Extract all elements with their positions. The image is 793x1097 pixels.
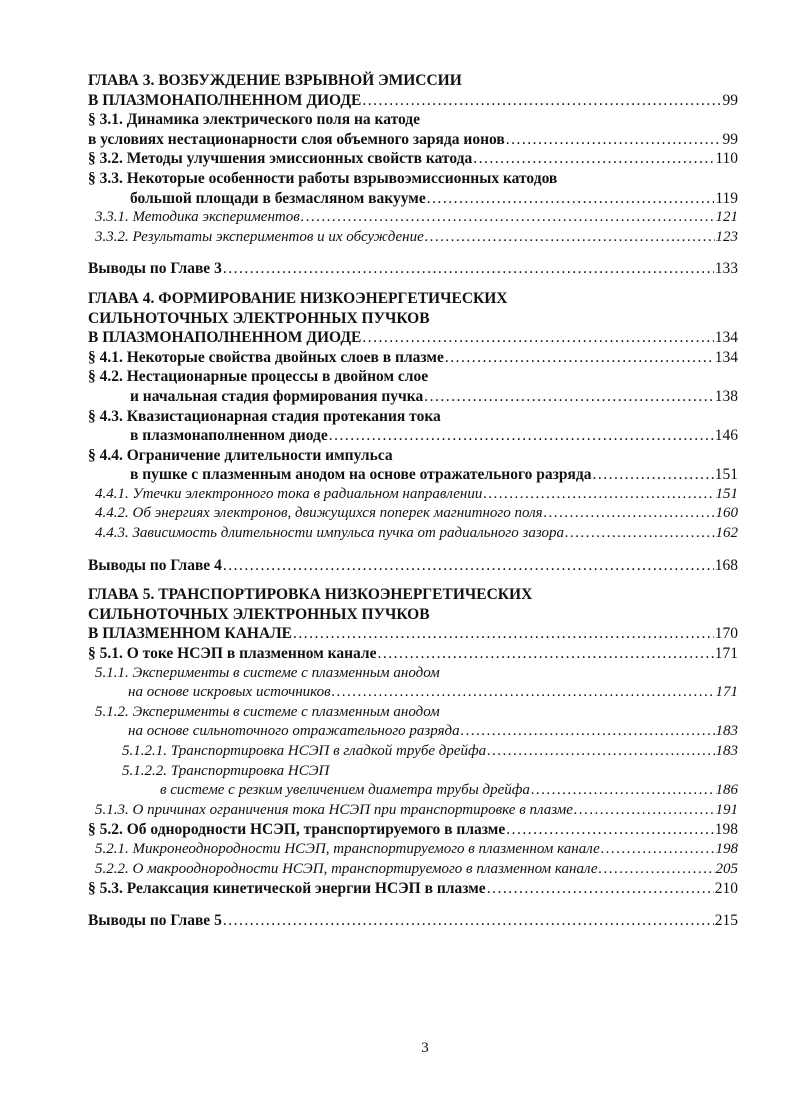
dot-leader [378, 645, 714, 663]
toc-entry-sub [88, 802, 738, 822]
toc-entry-title: СИЛЬНОТОЧНЫХ ЭЛЕКТРОННЫХ ПУЧКОВ [88, 605, 430, 623]
toc-page-number: 198 [715, 840, 738, 857]
toc-entry-sec [88, 349, 738, 369]
toc-page-number: 151 [714, 466, 738, 484]
toc-entry-sec [88, 150, 738, 170]
toc-entry-title: 4.4.1. Утечки электронного тока в радиальном направлении [95, 485, 483, 502]
toc-page-number: 138 [714, 387, 738, 405]
toc-line [88, 802, 738, 822]
toc-entry-sub [88, 665, 738, 704]
toc-entry-sub [88, 486, 738, 506]
dot-leader [473, 150, 714, 168]
toc-page-number: 183 [715, 743, 738, 759]
toc-page-number: 162 [715, 525, 738, 542]
dot-leader [506, 131, 722, 149]
toc-entry-title: на основе сильноточного отражательного разряда [128, 723, 460, 740]
toc-entry-title: в системе с резким увеличением диаметра трубы дрейфа [160, 782, 530, 799]
toc-entry-ch [88, 290, 738, 349]
dot-leader [544, 505, 715, 522]
toc-entry-concl [88, 912, 738, 932]
toc-line [88, 190, 738, 210]
toc-line [88, 684, 738, 704]
toc-page-number: 210 [714, 880, 738, 898]
toc-entry-title: СИЛЬНОТОЧНЫХ ЭЛЕКТРОННЫХ ПУЧКОВ [88, 309, 430, 327]
toc-entry-title: Выводы по Главе 5 [88, 911, 222, 929]
toc-line [88, 665, 738, 685]
toc-entry-sub [88, 209, 738, 229]
dot-leader [293, 625, 714, 643]
dot-leader [362, 92, 721, 110]
toc-entry-title: 4.4.2. Об энергиях электронов, движущихся поперек магнитного поля [95, 505, 543, 522]
dot-leader [424, 388, 714, 406]
toc-entry-ch [88, 72, 738, 111]
toc-line [88, 131, 738, 151]
toc-page-number: 134 [714, 348, 738, 366]
toc-line [88, 841, 738, 861]
dot-leader [565, 525, 714, 542]
toc-entry-title: § 4.1. Некоторые свойства двойных слоев в плазме [88, 348, 444, 366]
toc-entry-sub [88, 505, 738, 525]
toc-entry-sec [88, 821, 738, 841]
toc-line [88, 349, 738, 369]
toc-entry-title: 5.2.2. О макрооднородности НСЭП, транспортируемого в плазменном канале [95, 860, 598, 877]
toc-line [88, 763, 738, 783]
toc-page-number: 99 [722, 130, 738, 148]
toc-entry-sec [88, 111, 738, 150]
toc-line [88, 310, 738, 330]
toc-line [88, 368, 738, 388]
toc-page-number: 151 [715, 485, 738, 502]
toc-page-number: 168 [714, 556, 738, 574]
toc-page-number: 205 [715, 860, 738, 877]
toc-entry-subsub [88, 763, 738, 802]
toc-entry-title: § 3.2. Методы улучшения эмиссионных свойств катода [88, 150, 473, 168]
dot-leader [461, 723, 715, 740]
toc-entry-concl [88, 557, 738, 577]
toc-page-number: 171 [715, 684, 738, 701]
toc-entry-title: В ПЛАЗМОНАПОЛНЕННОМ ДИОДЕ [88, 329, 362, 347]
toc-line [88, 625, 738, 645]
dot-leader [599, 861, 715, 878]
toc-entry-title: § 5.1. О токе НСЭП в плазменном канале [88, 645, 377, 663]
toc-entry-title: 4.4.3. Зависимость длительности импульса пучка от радиального зазора [95, 525, 565, 542]
toc-entry-title: § 5.2. Об однородности НСЭП, транспортируемого в плазме [88, 821, 506, 839]
toc-entry-title: § 4.4. Ограничение длительности импульса [88, 446, 393, 464]
toc-page-number: 134 [714, 329, 738, 347]
dot-leader [332, 684, 715, 701]
toc-entry-title: на основе искровых источников [128, 684, 331, 701]
dot-leader [483, 486, 714, 503]
toc-line [88, 606, 738, 626]
toc-line [88, 466, 738, 486]
toc-line [88, 861, 738, 881]
dot-leader [506, 821, 714, 839]
dot-leader [223, 260, 714, 278]
toc-page-number: 160 [715, 505, 738, 522]
toc-line [88, 209, 738, 229]
toc-entry-ch [88, 586, 738, 645]
toc-line [88, 92, 738, 112]
dot-leader [329, 427, 714, 445]
dot-leader [223, 912, 714, 930]
dot-leader [531, 782, 715, 799]
toc-line [88, 111, 738, 131]
toc-entry-title: 5.2.1. Микронеоднородности НСЭП, транспортируемого в плазменном канале [95, 840, 600, 857]
toc-entry-title: 5.1.3. О причинах ограничения тока НСЭП при транспортировке в плазме [95, 801, 573, 818]
toc-entry-subsub [88, 743, 738, 763]
toc-entry-sec [88, 880, 738, 900]
dot-leader [487, 880, 714, 898]
toc-entry-title: 5.1.1. Эксперименты в системе с плазменным анодом [95, 664, 440, 681]
toc-page-number: 133 [714, 260, 738, 278]
toc-line [88, 505, 738, 525]
toc-line [88, 723, 738, 743]
toc-entry-concl [88, 260, 738, 280]
toc-line [88, 150, 738, 170]
toc-entry-sec [88, 408, 738, 447]
toc-entry-title: ГЛАВА 5. ТРАНСПОРТИРОВКА НИЗКОЭНЕРГЕТИЧЕСКИХ [88, 586, 533, 604]
toc-page-number: 99 [722, 91, 738, 109]
toc-entry-sec [88, 170, 738, 209]
toc-entry-title: В ПЛАЗМЕННОМ КАНАЛЕ [88, 625, 293, 643]
toc-line [88, 290, 738, 310]
toc-line [88, 260, 738, 280]
toc-entry-title: 3.3.2. Результаты экспериментов и их обсуждение [95, 228, 424, 245]
toc-line [88, 557, 738, 577]
toc-page-number: 198 [714, 821, 738, 839]
toc-entry-title: и начальная стадия формирования пучка [130, 387, 424, 405]
toc-page-number: 171 [714, 645, 738, 663]
toc-entry-sub [88, 525, 738, 545]
toc-entry-title: § 3.3. Некоторые особенности работы взрывоэмиссионных катодов [88, 169, 558, 187]
toc-line [88, 427, 738, 447]
toc-page-number: 215 [714, 911, 738, 929]
dot-leader [592, 466, 713, 484]
toc-line [88, 645, 738, 665]
toc-page-number: 146 [714, 427, 738, 445]
toc-page-number: 121 [715, 209, 738, 226]
toc-line [88, 821, 738, 841]
toc-entry-sub [88, 841, 738, 861]
toc-line [88, 229, 738, 249]
toc-entry-title: 5.1.2. Эксперименты в системе с плазменным анодом [95, 703, 440, 720]
toc-page-number: 191 [715, 801, 738, 818]
toc-line [88, 912, 738, 932]
toc-entry-title: в условиях нестационарности слоя объемного заряда ионов [88, 130, 505, 148]
dot-leader [601, 841, 715, 858]
toc-entry-title: большой площади в безмасляном вакууме [130, 189, 426, 207]
toc-entry-sec [88, 368, 738, 407]
toc-entry-title: ГЛАВА 4. ФОРМИРОВАНИЕ НИЗКОЭНЕРГЕТИЧЕСКИХ [88, 289, 508, 307]
toc-page-number: 183 [715, 723, 738, 740]
dot-leader [223, 557, 714, 575]
dot-leader [445, 349, 714, 367]
dot-leader [301, 209, 715, 226]
toc-page-number: 186 [715, 782, 738, 799]
toc-line [88, 388, 738, 408]
toc-page-number: 170 [714, 625, 738, 643]
toc-entry-title: ГЛАВА 3. ВОЗБУЖДЕНИЕ ВЗРЫВНОЙ ЭМИССИИ [88, 72, 462, 89]
toc-entry-title: § 4.3. Квазистационарная стадия протекания тока [88, 407, 441, 425]
toc-line [88, 447, 738, 467]
toc-entry-title: в плазмонаполненном диоде [130, 427, 328, 445]
toc-line [88, 743, 738, 763]
toc-page-number: 110 [715, 150, 738, 168]
toc-line [88, 329, 738, 349]
toc-entry-sub [88, 229, 738, 249]
toc-entry-title: Выводы по Главе 4 [88, 556, 222, 574]
toc-line [88, 486, 738, 506]
dot-leader [574, 802, 715, 819]
dot-leader [427, 190, 715, 208]
toc-entry-sub [88, 861, 738, 881]
toc-entry-title: § 5.3. Релаксация кинетической энергии НСЭП в плазме [88, 880, 486, 898]
toc-entry-title: 5.1.2.2. Транспортировка НСЭП [122, 762, 330, 779]
toc-line [88, 704, 738, 724]
toc-page-number: 123 [715, 228, 738, 245]
table-of-contents [88, 72, 738, 941]
page-number: 3 [421, 1040, 429, 1056]
toc-entry-title: § 4.2. Нестационарные процессы в двойном слое [88, 368, 429, 386]
dot-leader [487, 743, 714, 760]
toc-entry-title: § 3.1. Динамика электрического поля на катоде [88, 111, 421, 129]
toc-entry-title: Выводы по Главе 3 [88, 260, 222, 278]
toc-page-number: 119 [715, 189, 738, 207]
toc-line [88, 586, 738, 606]
toc-entry-title: В ПЛАЗМОНАПОЛНЕННОМ ДИОДЕ [88, 91, 362, 109]
toc-entry-title: 5.1.2.1. Транспортировка НСЭП в гладкой трубе дрейфа [122, 743, 487, 759]
toc-entry-title: 3.3.1. Методика экспериментов [95, 209, 300, 226]
toc-line [88, 170, 738, 190]
toc-entry-sec [88, 447, 738, 486]
toc-entry-title: в пушке с плазменным анодом на основе отражательного разряда [130, 466, 592, 484]
toc-entry-sec [88, 645, 738, 665]
toc-line [88, 782, 738, 802]
toc-line [88, 525, 738, 545]
dot-leader [362, 329, 713, 347]
toc-entry-sub [88, 704, 738, 743]
toc-line [88, 880, 738, 900]
toc-line [88, 408, 738, 428]
dot-leader [425, 229, 715, 246]
toc-line [88, 72, 738, 92]
